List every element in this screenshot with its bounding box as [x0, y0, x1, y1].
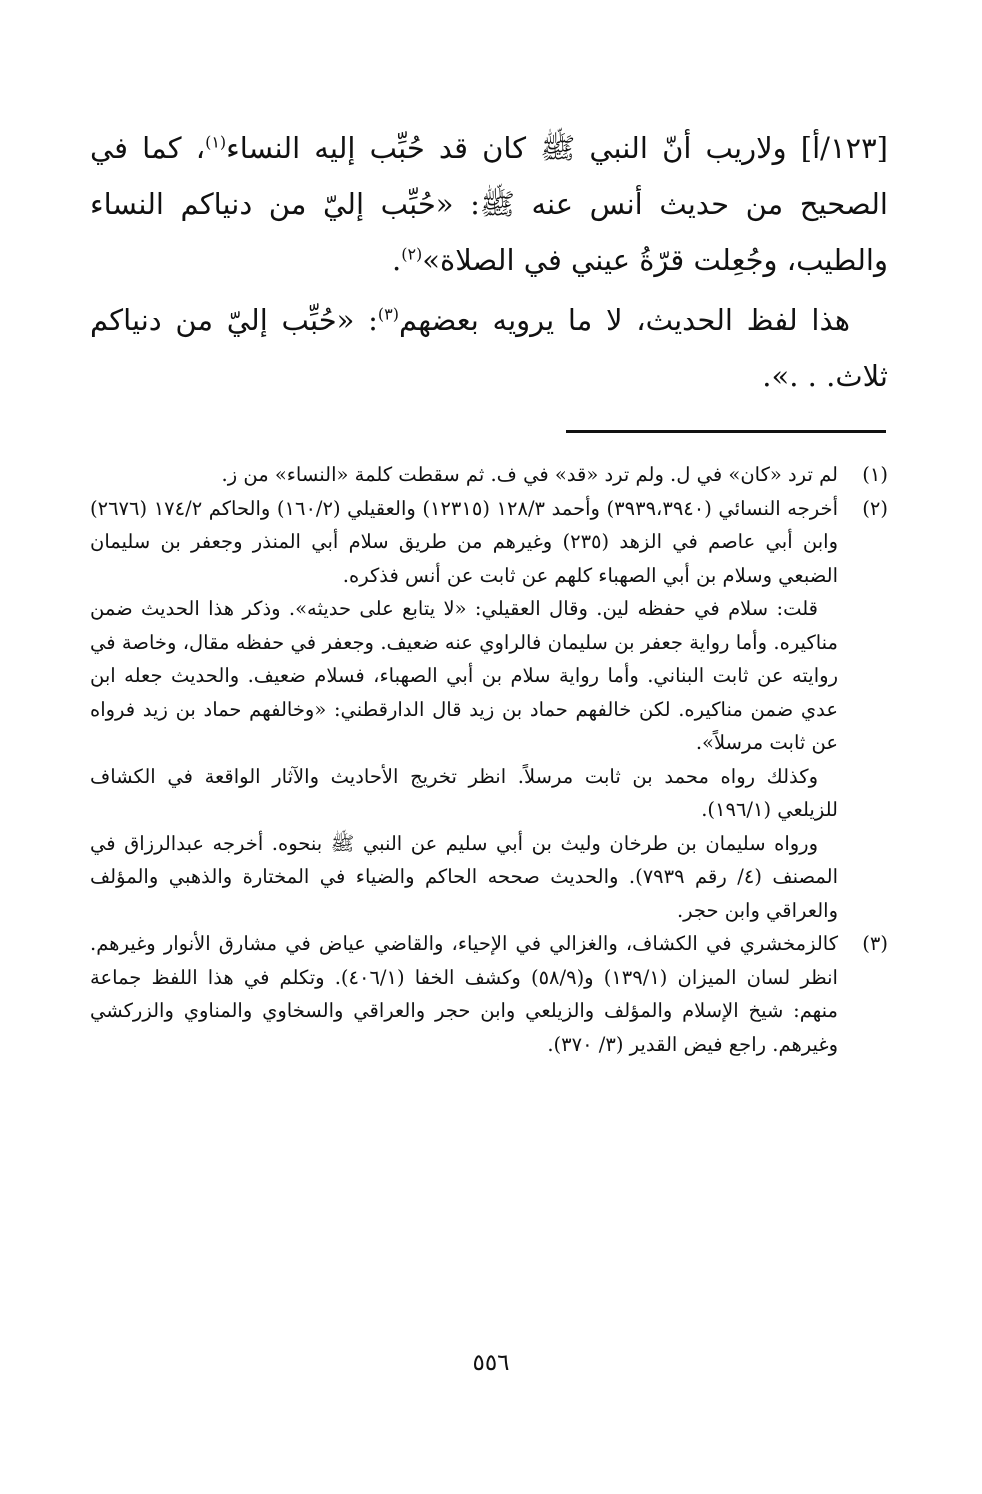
footnote-text: لم ترد «كان» في ل. ولم ترد «قد» في ف. ثم سقطت كلمة «النساء» من ز.	[221, 463, 838, 486]
footnote-text: أخرجه النسائي (٣٩٣٩،٣٩٤٠) وأحمد ١٢٨/٣ (١٢٣١٥) والعقيلي (١٦٠/٢) والحاكم ١٧٤/٢ (٢٦٧٦) وابن أبي عاصم في الزهد (٢٣٥) وغيرهم من طريق سلام أبي المنذر وجعفر بن سليمان الضبعي وسلام بن أبي الصهباء كلهم عن ثابت عن أنس فذكره.	[90, 496, 838, 587]
footnote-text: وكذلك رواه محمد بن ثابت مرسلاً. انظر تخريج الأحاديث والآثار الواقعة في الكشاف للزيلعي (١٩٦/١).	[90, 764, 838, 821]
main-paragraph-1	[90, 120, 888, 288]
main-paragraph-2	[90, 292, 888, 404]
footnote-divider	[566, 430, 886, 433]
footnote-number: (٣)	[862, 932, 888, 955]
main-text: [١٢٣/أ] ولاريب أنّ النبي ﷺ كان قد حُبِّب إليه النساء	[226, 131, 888, 165]
footnote-ref-1[interactable]: (١)	[205, 132, 227, 152]
footnote-number: (٢)	[862, 496, 888, 520]
page-number: ٥٥٦	[472, 1350, 510, 1376]
footnote-2	[90, 492, 888, 928]
footnote-ref-2[interactable]: (٢)	[401, 244, 423, 264]
main-text: هذا لفظ الحديث، لا ما يرويه بعضهم	[398, 303, 850, 337]
footnote-1	[90, 458, 888, 492]
main-text: ، كما في الصحيح من حديث أنس عنه ﷺ: «حُبِّب إليّ من دنياكم النساء والطيب، وجُعِلت قرّةُ عيني في الصلاة»	[90, 131, 888, 277]
main-text: .	[391, 243, 402, 277]
footnote-text: كالزمخشري في الكشاف، والغزالي في الإحياء، والقاضي عياض في مشارق الأنوار وغيرهم. انظر لسان الميزان (١٣٩/١) و(٥٨/٩) وكشف الخفا (٤٠٦/١). وتكلم في هذا اللفظ جماعة منهم: شيخ الإسلام والمؤلف والزيلعي وابن حجر والعراقي والسخاوي والمناوي والزركشي وغيرهم. راجع فيض القدير (٣/ ٣٧٠).	[90, 932, 838, 1056]
footnote-ref-3[interactable]: (٣)	[377, 304, 399, 324]
footnote-3	[90, 927, 888, 1061]
footnote-text: ورواه سليمان بن طرخان وليث بن أبي سليم عن النبي ﷺ بنحوه. أخرجه عبدالرزاق في المصنف (٤/ رقم ٧٩٣٩). والحديث صححه الحاكم والضياء في المختارة والذهبي والمؤلف والعراقي وابن حجر.	[90, 831, 839, 922]
footnote-number: (١)	[862, 463, 888, 486]
footnote-text: قلت: سلام في حفظه لين. وقال العقيلي: «لا يتابع على حديثه». وذكر هذا الحديث ضمن مناكيره. وأما رواية جعفر بن سليمان فالراوي عنه ضعيف. وجعفر في حفظه مقال، وخاصة في روايته عن ثابت البناني. وأما رواية سلام بن أبي الصهباء، فسلام ضعيف. والحديث جعله ابن عدي ضمن مناكيره. لكن خالفهم حماد بن زيد قال الدارقطني: «وخالفهم حماد بن زيد فرواه عن ثابت مرسلاً».	[90, 597, 838, 754]
footnotes	[90, 458, 888, 1061]
main-text: : «حُبِّب إليّ من دنياكم ثلاث. . .».	[90, 303, 888, 393]
